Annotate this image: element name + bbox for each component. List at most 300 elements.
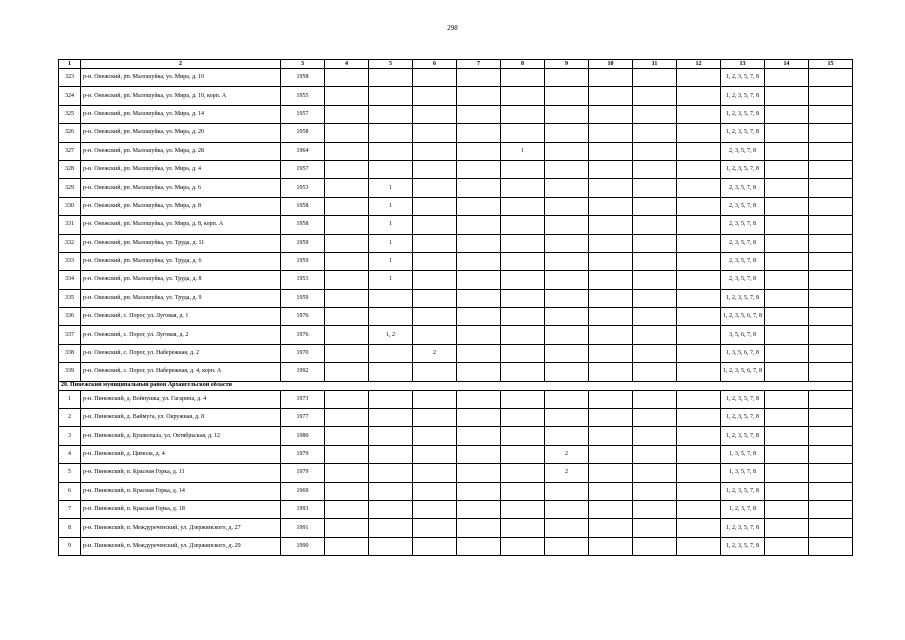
col-9-cell: [545, 500, 589, 518]
table-row: [59, 234, 853, 252]
col-4-cell: [325, 87, 369, 105]
col-4-cell: [325, 142, 369, 160]
col-13-cell: 1, 2, 3, 5, 7, 8: [721, 537, 765, 555]
col-11-cell: [633, 142, 677, 160]
col-11-cell: [633, 69, 677, 87]
col-14-cell: [765, 482, 809, 500]
col-5-cell: [369, 519, 413, 537]
header-row: [59, 60, 853, 69]
col-10-cell: [589, 216, 633, 234]
section-title: 20. Пинежский муниципальный район Архангельской области: [59, 381, 853, 390]
address-cell: р-н. Онежский, рп. Малошуйка, ул. Мира, д. 8, корп. А: [81, 216, 281, 234]
col-13-cell: 2, 3, 5, 7, 8: [721, 179, 765, 197]
col-14-cell: [765, 271, 809, 289]
row-number: 1: [59, 390, 81, 408]
col-15-cell: [809, 105, 853, 123]
col-15-cell: [809, 363, 853, 381]
col-5-cell: 1: [369, 216, 413, 234]
col-13-cell: 1, 2, 3, 5, 7, 8: [721, 289, 765, 307]
col-9-cell: [545, 427, 589, 445]
col-13-cell: 1, 2, 3, 5, 6, 7, 8: [721, 308, 765, 326]
col-6-cell: [413, 537, 457, 555]
col-7-cell: [457, 308, 501, 326]
col-13-cell: 2, 3, 5, 7, 8: [721, 216, 765, 234]
col-12-cell: [677, 326, 721, 344]
col-12-cell: [677, 197, 721, 215]
col-5-cell: [369, 105, 413, 123]
col-13-cell: 1, 2, 3, 7, 8: [721, 500, 765, 518]
col-8-cell: [501, 464, 545, 482]
col-4-cell: [325, 308, 369, 326]
col-12-cell: [677, 482, 721, 500]
col-6-cell: [413, 308, 457, 326]
col-14-cell: [765, 124, 809, 142]
address-cell: р-н. Пинежский, п. Междуреченский, ул. Дзержинского, д. 27: [81, 519, 281, 537]
col-9-cell: [545, 197, 589, 215]
col-8-cell: 1: [501, 142, 545, 160]
col-4-cell: [325, 500, 369, 518]
col-5-cell: 1: [369, 179, 413, 197]
col-11-cell: [633, 271, 677, 289]
col-14-cell: [765, 105, 809, 123]
address-cell: р-н. Онежский, рп. Малошуйка, ул. Труда, д. 6: [81, 252, 281, 270]
col-9-cell: [545, 390, 589, 408]
col-11-cell: [633, 519, 677, 537]
col-14-cell: [765, 500, 809, 518]
col-11-cell: [633, 482, 677, 500]
col-4-cell: [325, 519, 369, 537]
column-header-15: 15: [809, 60, 853, 69]
table-row: [59, 500, 853, 518]
col-5-cell: [369, 363, 413, 381]
col-12-cell: [677, 87, 721, 105]
row-number: 338: [59, 344, 81, 362]
address-cell: р-н. Пинежский, п. Красная Горка, д. 18: [81, 500, 281, 518]
col-12-cell: [677, 344, 721, 362]
row-number: 324: [59, 87, 81, 105]
col-8-cell: [501, 69, 545, 87]
col-12-cell: [677, 464, 721, 482]
col-5-cell: 1: [369, 234, 413, 252]
address-cell: р-н. Онежский, рп. Малошуйка, ул. Мира, д. 28: [81, 142, 281, 160]
row-number: 7: [59, 500, 81, 518]
year-cell: 1958: [281, 69, 325, 87]
col-4-cell: [325, 482, 369, 500]
row-number: 326: [59, 124, 81, 142]
address-cell: р-н. Пинежский, д. Кушкопала, ул. Октябрьская, д. 12: [81, 427, 281, 445]
col-4-cell: [325, 234, 369, 252]
col-4-cell: [325, 344, 369, 362]
col-5-cell: [369, 344, 413, 362]
row-number: 3: [59, 427, 81, 445]
col-4-cell: [325, 105, 369, 123]
address-cell: р-н. Онежский, рп. Малошуйка, ул. Мира, д. 8: [81, 197, 281, 215]
col-9-cell: [545, 308, 589, 326]
col-14-cell: [765, 69, 809, 87]
address-cell: р-н. Онежский, рп. Малошуйка, ул. Мира, д. 14: [81, 105, 281, 123]
col-10-cell: [589, 344, 633, 362]
col-10-cell: [589, 179, 633, 197]
col-8-cell: [501, 124, 545, 142]
col-10-cell: [589, 390, 633, 408]
table-row: [59, 271, 853, 289]
col-6-cell: [413, 179, 457, 197]
col-15-cell: [809, 179, 853, 197]
year-cell: 1959: [281, 252, 325, 270]
col-13-cell: 1, 2, 3, 5, 7, 8: [721, 87, 765, 105]
col-6-cell: [413, 142, 457, 160]
col-14-cell: [765, 326, 809, 344]
col-6-cell: [413, 234, 457, 252]
col-14-cell: [765, 409, 809, 427]
col-7-cell: [457, 482, 501, 500]
col-6-cell: [413, 252, 457, 270]
col-4-cell: [325, 179, 369, 197]
col-12-cell: [677, 105, 721, 123]
row-number: 335: [59, 289, 81, 307]
register-table: [58, 59, 853, 556]
col-10-cell: [589, 69, 633, 87]
col-14-cell: [765, 464, 809, 482]
row-number: 2: [59, 409, 81, 427]
col-11-cell: [633, 105, 677, 123]
table-row: [59, 326, 853, 344]
col-6-cell: [413, 69, 457, 87]
col-10-cell: [589, 271, 633, 289]
year-cell: 1977: [281, 409, 325, 427]
row-number: 5: [59, 464, 81, 482]
col-11-cell: [633, 234, 677, 252]
col-4-cell: [325, 427, 369, 445]
col-12-cell: [677, 289, 721, 307]
col-10-cell: [589, 289, 633, 307]
col-9-cell: [545, 537, 589, 555]
col-13-cell: 1, 2, 3, 5, 7, 8: [721, 427, 765, 445]
row-number: 334: [59, 271, 81, 289]
column-header-6: 6: [413, 60, 457, 69]
col-13-cell: 1, 2, 3, 5, 7, 8: [721, 390, 765, 408]
col-7-cell: [457, 344, 501, 362]
col-8-cell: [501, 197, 545, 215]
col-6-cell: [413, 216, 457, 234]
table-row: [59, 160, 853, 178]
row-number: 9: [59, 537, 81, 555]
col-4-cell: [325, 409, 369, 427]
col-11-cell: [633, 87, 677, 105]
col-6-cell: [413, 427, 457, 445]
col-12-cell: [677, 390, 721, 408]
col-13-cell: 1, 3, 5, 6, 7, 8: [721, 344, 765, 362]
year-cell: 1979: [281, 445, 325, 463]
year-cell: 1969: [281, 482, 325, 500]
table-row: [59, 289, 853, 307]
col-4-cell: [325, 363, 369, 381]
col-10-cell: [589, 160, 633, 178]
col-12-cell: [677, 252, 721, 270]
address-cell: р-н. Пинежский, п. Красная Горка, д. 14: [81, 482, 281, 500]
row-number: 4: [59, 445, 81, 463]
col-4-cell: [325, 252, 369, 270]
col-5-cell: [369, 482, 413, 500]
row-number: 330: [59, 197, 81, 215]
col-12-cell: [677, 124, 721, 142]
col-5-cell: [369, 289, 413, 307]
col-15-cell: [809, 69, 853, 87]
col-9-cell: [545, 409, 589, 427]
col-8-cell: [501, 537, 545, 555]
year-cell: 1993: [281, 500, 325, 518]
col-7-cell: [457, 160, 501, 178]
col-14-cell: [765, 519, 809, 537]
col-10-cell: [589, 445, 633, 463]
year-cell: 1964: [281, 142, 325, 160]
col-7-cell: [457, 197, 501, 215]
col-9-cell: 2: [545, 445, 589, 463]
col-10-cell: [589, 105, 633, 123]
col-15-cell: [809, 271, 853, 289]
col-13-cell: 1, 2, 3, 5, 7, 8: [721, 482, 765, 500]
col-9-cell: [545, 179, 589, 197]
col-12-cell: [677, 363, 721, 381]
address-cell: р-н. Пинежский, п. Междуреченский, ул. Дзержинского, д. 29: [81, 537, 281, 555]
col-8-cell: [501, 427, 545, 445]
col-12-cell: [677, 234, 721, 252]
col-13-cell: 1, 2, 3, 5, 7, 8: [721, 160, 765, 178]
col-13-cell: 2, 3, 5, 7, 8: [721, 197, 765, 215]
col-9-cell: [545, 363, 589, 381]
address-cell: р-н. Онежский, рп. Малошуйка, ул. Мира, д. 6: [81, 179, 281, 197]
col-8-cell: [501, 179, 545, 197]
row-number: 339: [59, 363, 81, 381]
address-cell: р-н. Онежский, с. Порог, ул. Набережная, д. 2: [81, 344, 281, 362]
col-10-cell: [589, 482, 633, 500]
table-row: [59, 519, 853, 537]
address-cell: р-н. Пинежский, д. Цимола, д. 4: [81, 445, 281, 463]
year-cell: 1973: [281, 390, 325, 408]
col-13-cell: 2, 3, 5, 7, 8: [721, 271, 765, 289]
col-7-cell: [457, 519, 501, 537]
col-12-cell: [677, 427, 721, 445]
year-cell: 1959: [281, 234, 325, 252]
col-13-cell: 2, 3, 5, 7, 8: [721, 234, 765, 252]
col-10-cell: [589, 308, 633, 326]
table-header: [59, 60, 853, 69]
column-header-13: 13: [721, 60, 765, 69]
col-5-cell: [369, 500, 413, 518]
col-4-cell: [325, 197, 369, 215]
col-9-cell: [545, 69, 589, 87]
table-row: [59, 69, 853, 87]
col-11-cell: [633, 326, 677, 344]
col-8-cell: [501, 390, 545, 408]
year-cell: 1976: [281, 326, 325, 344]
col-6-cell: [413, 363, 457, 381]
year-cell: 1959: [281, 289, 325, 307]
table-row: [59, 197, 853, 215]
col-9-cell: [545, 252, 589, 270]
col-7-cell: [457, 216, 501, 234]
col-7-cell: [457, 537, 501, 555]
page-number: 298: [447, 24, 458, 32]
col-14-cell: [765, 252, 809, 270]
table-row: [59, 445, 853, 463]
col-6-cell: [413, 500, 457, 518]
column-header-2: 2: [81, 60, 281, 69]
address-cell: р-н. Пинежский, п. Красная Горка, д. 11: [81, 464, 281, 482]
col-10-cell: [589, 409, 633, 427]
col-7-cell: [457, 179, 501, 197]
col-6-cell: [413, 289, 457, 307]
col-7-cell: [457, 105, 501, 123]
col-6-cell: [413, 124, 457, 142]
col-7-cell: [457, 142, 501, 160]
table-row: [59, 308, 853, 326]
col-4-cell: [325, 216, 369, 234]
row-number: 323: [59, 69, 81, 87]
col-10-cell: [589, 519, 633, 537]
col-14-cell: [765, 234, 809, 252]
col-11-cell: [633, 124, 677, 142]
col-12-cell: [677, 160, 721, 178]
col-10-cell: [589, 142, 633, 160]
col-7-cell: [457, 69, 501, 87]
col-14-cell: [765, 445, 809, 463]
col-5-cell: 1: [369, 197, 413, 215]
col-8-cell: [501, 252, 545, 270]
col-15-cell: [809, 160, 853, 178]
row-number: 329: [59, 179, 81, 197]
year-cell: 1953: [281, 179, 325, 197]
col-14-cell: [765, 142, 809, 160]
col-9-cell: [545, 105, 589, 123]
row-number: 336: [59, 308, 81, 326]
year-cell: 1958: [281, 216, 325, 234]
year-cell: 1970: [281, 344, 325, 362]
col-15-cell: [809, 308, 853, 326]
col-11-cell: [633, 160, 677, 178]
col-5-cell: 1: [369, 252, 413, 270]
table-row: [59, 216, 853, 234]
year-cell: 1957: [281, 105, 325, 123]
col-15-cell: [809, 197, 853, 215]
col-15-cell: [809, 464, 853, 482]
col-7-cell: [457, 252, 501, 270]
row-number: 6: [59, 482, 81, 500]
col-7-cell: [457, 87, 501, 105]
column-header-7: 7: [457, 60, 501, 69]
table-row: [59, 87, 853, 105]
col-15-cell: [809, 344, 853, 362]
col-8-cell: [501, 326, 545, 344]
col-4-cell: [325, 326, 369, 344]
col-9-cell: [545, 124, 589, 142]
address-cell: р-н. Пинежский, д. Войнушка, ул. Гагарина, д. 4: [81, 390, 281, 408]
col-9-cell: 2: [545, 464, 589, 482]
column-header-1: 1: [59, 60, 81, 69]
col-8-cell: [501, 344, 545, 362]
col-12-cell: [677, 308, 721, 326]
col-6-cell: [413, 160, 457, 178]
col-5-cell: [369, 390, 413, 408]
table-row: [59, 179, 853, 197]
table-row: [59, 363, 853, 381]
table-row: [59, 124, 853, 142]
table-row: [59, 482, 853, 500]
col-6-cell: [413, 390, 457, 408]
col-10-cell: [589, 363, 633, 381]
col-13-cell: 1, 2, 3, 5, 7, 8: [721, 409, 765, 427]
column-header-10: 10: [589, 60, 633, 69]
column-header-11: 11: [633, 60, 677, 69]
col-5-cell: [369, 464, 413, 482]
col-14-cell: [765, 344, 809, 362]
col-8-cell: [501, 105, 545, 123]
col-10-cell: [589, 427, 633, 445]
col-15-cell: [809, 537, 853, 555]
col-5-cell: [369, 124, 413, 142]
section-row: [59, 381, 853, 390]
col-6-cell: [413, 271, 457, 289]
row-number: 337: [59, 326, 81, 344]
col-11-cell: [633, 500, 677, 518]
col-11-cell: [633, 409, 677, 427]
row-number: 333: [59, 252, 81, 270]
col-11-cell: [633, 197, 677, 215]
col-5-cell: [369, 142, 413, 160]
year-cell: 1955: [281, 87, 325, 105]
col-4-cell: [325, 445, 369, 463]
col-15-cell: [809, 326, 853, 344]
col-15-cell: [809, 124, 853, 142]
address-cell: р-н. Онежский, рп. Малошуйка, ул. Мира, д. 4: [81, 160, 281, 178]
address-cell: р-н. Пинежский, д. Ваймуга, ул. Окружная, д. 8: [81, 409, 281, 427]
col-5-cell: [369, 69, 413, 87]
column-header-5: 5: [369, 60, 413, 69]
col-4-cell: [325, 537, 369, 555]
col-8-cell: [501, 308, 545, 326]
col-13-cell: 1, 2, 3, 5, 6, 7, 8: [721, 363, 765, 381]
col-11-cell: [633, 464, 677, 482]
col-15-cell: [809, 500, 853, 518]
col-7-cell: [457, 427, 501, 445]
col-7-cell: [457, 445, 501, 463]
column-header-8: 8: [501, 60, 545, 69]
table-row: [59, 409, 853, 427]
year-cell: 1979: [281, 464, 325, 482]
col-11-cell: [633, 363, 677, 381]
col-11-cell: [633, 427, 677, 445]
col-4-cell: [325, 160, 369, 178]
row-number: 328: [59, 160, 81, 178]
col-13-cell: 1, 3, 5, 7, 8: [721, 445, 765, 463]
col-9-cell: [545, 289, 589, 307]
col-7-cell: [457, 234, 501, 252]
col-8-cell: [501, 87, 545, 105]
row-number: 327: [59, 142, 81, 160]
year-cell: 1992: [281, 363, 325, 381]
col-5-cell: [369, 160, 413, 178]
col-9-cell: [545, 87, 589, 105]
col-10-cell: [589, 252, 633, 270]
year-cell: 1990: [281, 537, 325, 555]
col-8-cell: [501, 216, 545, 234]
col-6-cell: [413, 409, 457, 427]
col-4-cell: [325, 271, 369, 289]
col-9-cell: [545, 482, 589, 500]
col-9-cell: [545, 344, 589, 362]
col-6-cell: [413, 519, 457, 537]
col-5-cell: 1: [369, 271, 413, 289]
